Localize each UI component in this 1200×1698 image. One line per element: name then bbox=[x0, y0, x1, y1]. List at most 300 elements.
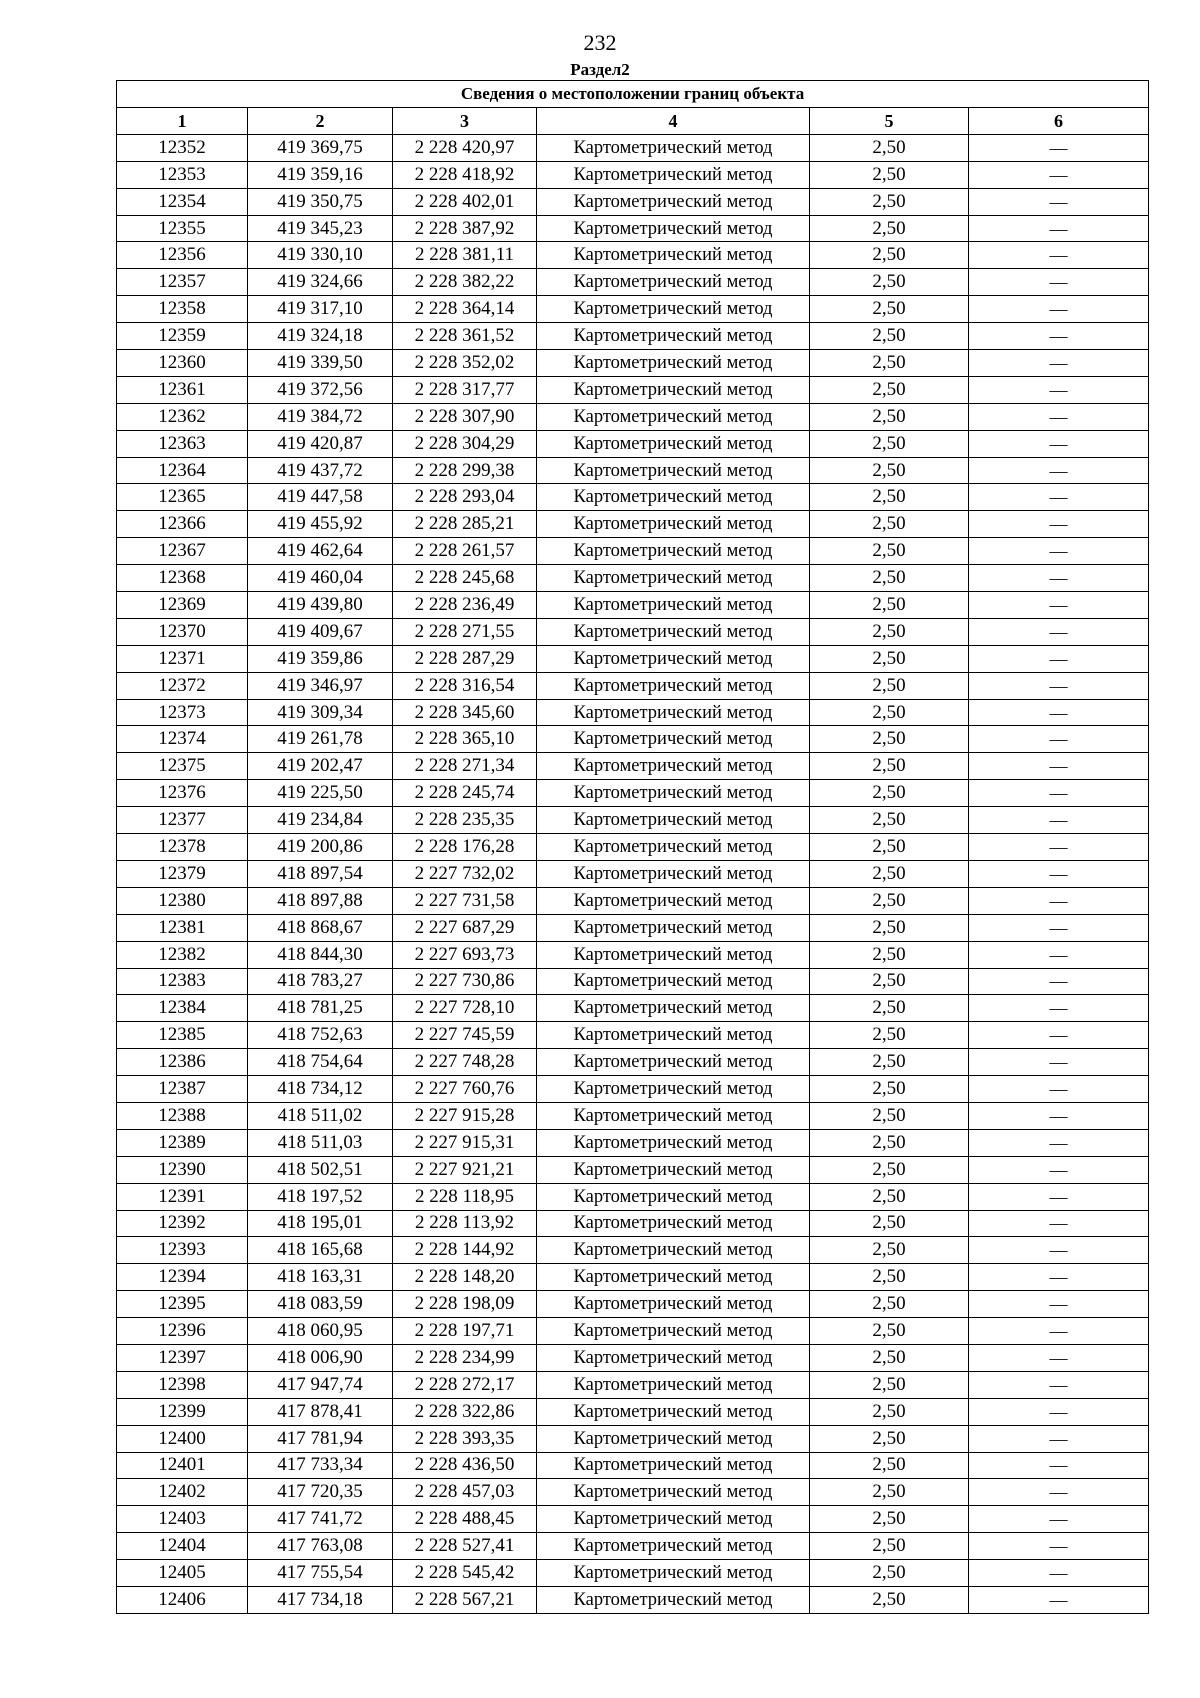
x-coordinate-cell: 418 754,64 bbox=[248, 1049, 393, 1076]
table-row bbox=[117, 995, 1149, 1022]
column-number-row bbox=[117, 108, 1149, 135]
x-coordinate-cell: 419 384,72 bbox=[248, 403, 393, 430]
x-coordinate-cell: 419 324,18 bbox=[248, 323, 393, 350]
description-cell: — bbox=[969, 1371, 1149, 1398]
point-number-cell: 12353 bbox=[117, 161, 248, 188]
y-coordinate-cell: 2 228 317,77 bbox=[393, 376, 537, 403]
x-coordinate-cell: 419 346,97 bbox=[248, 672, 393, 699]
method-cell: Картометрический метод bbox=[537, 538, 810, 565]
accuracy-cell: 2,50 bbox=[810, 1586, 969, 1613]
description-cell: — bbox=[969, 1049, 1149, 1076]
y-coordinate-cell: 2 227 915,31 bbox=[393, 1129, 537, 1156]
method-cell: Картометрический метод bbox=[537, 780, 810, 807]
y-coordinate-cell: 2 227 748,28 bbox=[393, 1049, 537, 1076]
accuracy-cell: 2,50 bbox=[810, 860, 969, 887]
description-cell: — bbox=[969, 538, 1149, 565]
x-coordinate-cell: 419 309,34 bbox=[248, 699, 393, 726]
accuracy-cell: 2,50 bbox=[810, 780, 969, 807]
accuracy-cell: 2,50 bbox=[810, 1183, 969, 1210]
table-row bbox=[117, 592, 1149, 619]
accuracy-cell: 2,50 bbox=[810, 1452, 969, 1479]
point-number-cell: 12390 bbox=[117, 1156, 248, 1183]
section-title: Раздел2 bbox=[570, 60, 630, 79]
table-row bbox=[117, 1076, 1149, 1103]
table-row bbox=[117, 941, 1149, 968]
x-coordinate-cell: 417 734,18 bbox=[248, 1586, 393, 1613]
description-cell: — bbox=[969, 1533, 1149, 1560]
method-cell: Картометрический метод bbox=[537, 645, 810, 672]
accuracy-cell: 2,50 bbox=[810, 726, 969, 753]
point-number-cell: 12375 bbox=[117, 753, 248, 780]
y-coordinate-cell: 2 228 236,49 bbox=[393, 592, 537, 619]
method-cell: Картометрический метод bbox=[537, 1102, 810, 1129]
description-cell: — bbox=[969, 995, 1149, 1022]
method-cell: Картометрический метод bbox=[537, 807, 810, 834]
y-coordinate-cell: 2 228 272,17 bbox=[393, 1371, 537, 1398]
description-cell: — bbox=[969, 1479, 1149, 1506]
y-coordinate-cell: 2 228 361,52 bbox=[393, 323, 537, 350]
column-number-5: 5 bbox=[810, 108, 969, 135]
method-cell: Картометрический метод bbox=[537, 1022, 810, 1049]
point-number-cell: 12366 bbox=[117, 511, 248, 538]
point-number-cell: 12401 bbox=[117, 1452, 248, 1479]
description-cell: — bbox=[969, 645, 1149, 672]
description-cell: — bbox=[969, 1291, 1149, 1318]
x-coordinate-cell: 419 234,84 bbox=[248, 807, 393, 834]
accuracy-cell: 2,50 bbox=[810, 538, 969, 565]
method-cell: Картометрический метод bbox=[537, 887, 810, 914]
description-cell: — bbox=[969, 592, 1149, 619]
x-coordinate-cell: 417 741,72 bbox=[248, 1506, 393, 1533]
method-cell: Картометрический метод bbox=[537, 1586, 810, 1613]
point-number-cell: 12386 bbox=[117, 1049, 248, 1076]
description-cell: — bbox=[969, 968, 1149, 995]
table-row bbox=[117, 860, 1149, 887]
point-number-cell: 12383 bbox=[117, 968, 248, 995]
accuracy-cell: 2,50 bbox=[810, 269, 969, 296]
point-number-cell: 12404 bbox=[117, 1533, 248, 1560]
description-cell: — bbox=[969, 726, 1149, 753]
y-coordinate-cell: 2 228 345,60 bbox=[393, 699, 537, 726]
point-number-cell: 12365 bbox=[117, 484, 248, 511]
x-coordinate-cell: 419 359,16 bbox=[248, 161, 393, 188]
y-coordinate-cell: 2 227 728,10 bbox=[393, 995, 537, 1022]
method-cell: Картометрический метод bbox=[537, 699, 810, 726]
table-row bbox=[117, 1183, 1149, 1210]
accuracy-cell: 2,50 bbox=[810, 592, 969, 619]
accuracy-cell: 2,50 bbox=[810, 457, 969, 484]
x-coordinate-cell: 418 006,90 bbox=[248, 1344, 393, 1371]
description-cell: — bbox=[969, 780, 1149, 807]
accuracy-cell: 2,50 bbox=[810, 1049, 969, 1076]
y-coordinate-cell: 2 228 271,55 bbox=[393, 618, 537, 645]
point-number-cell: 12352 bbox=[117, 134, 248, 161]
accuracy-cell: 2,50 bbox=[810, 1318, 969, 1345]
method-cell: Картометрический метод bbox=[537, 134, 810, 161]
point-number-cell: 12397 bbox=[117, 1344, 248, 1371]
method-cell: Картометрический метод bbox=[537, 1560, 810, 1587]
y-coordinate-cell: 2 228 402,01 bbox=[393, 188, 537, 215]
description-cell: — bbox=[969, 1560, 1149, 1587]
description-cell: — bbox=[969, 565, 1149, 592]
y-coordinate-cell: 2 228 457,03 bbox=[393, 1479, 537, 1506]
y-coordinate-cell: 2 228 418,92 bbox=[393, 161, 537, 188]
point-number-cell: 12388 bbox=[117, 1102, 248, 1129]
method-cell: Картометрический метод bbox=[537, 1210, 810, 1237]
point-number-cell: 12393 bbox=[117, 1237, 248, 1264]
point-number-cell: 12362 bbox=[117, 403, 248, 430]
point-number-cell: 12369 bbox=[117, 592, 248, 619]
table-row bbox=[117, 457, 1149, 484]
accuracy-cell: 2,50 bbox=[810, 376, 969, 403]
y-coordinate-cell: 2 228 365,10 bbox=[393, 726, 537, 753]
table-row bbox=[117, 699, 1149, 726]
point-number-cell: 12381 bbox=[117, 914, 248, 941]
table-row bbox=[117, 914, 1149, 941]
method-cell: Картометрический метод bbox=[537, 242, 810, 269]
accuracy-cell: 2,50 bbox=[810, 1479, 969, 1506]
x-coordinate-cell: 419 225,50 bbox=[248, 780, 393, 807]
x-coordinate-cell: 419 455,92 bbox=[248, 511, 393, 538]
description-cell: — bbox=[969, 1425, 1149, 1452]
point-number-cell: 12356 bbox=[117, 242, 248, 269]
y-coordinate-cell: 2 228 271,34 bbox=[393, 753, 537, 780]
column-number-4: 4 bbox=[537, 108, 810, 135]
method-cell: Картометрический метод bbox=[537, 1318, 810, 1345]
table-row bbox=[117, 1506, 1149, 1533]
table-row bbox=[117, 430, 1149, 457]
description-cell: — bbox=[969, 672, 1149, 699]
table-row bbox=[117, 1344, 1149, 1371]
accuracy-cell: 2,50 bbox=[810, 995, 969, 1022]
table-row bbox=[117, 403, 1149, 430]
point-number-cell: 12387 bbox=[117, 1076, 248, 1103]
x-coordinate-cell: 418 781,25 bbox=[248, 995, 393, 1022]
description-cell: — bbox=[969, 269, 1149, 296]
accuracy-cell: 2,50 bbox=[810, 1425, 969, 1452]
y-coordinate-cell: 2 227 745,59 bbox=[393, 1022, 537, 1049]
method-cell: Картометрический метод bbox=[537, 1344, 810, 1371]
table-row bbox=[117, 1479, 1149, 1506]
description-cell: — bbox=[969, 323, 1149, 350]
x-coordinate-cell: 419 339,50 bbox=[248, 350, 393, 377]
accuracy-cell: 2,50 bbox=[810, 1533, 969, 1560]
x-coordinate-cell: 417 733,34 bbox=[248, 1452, 393, 1479]
y-coordinate-cell: 2 228 381,11 bbox=[393, 242, 537, 269]
method-cell: Картометрический метод bbox=[537, 565, 810, 592]
description-cell: — bbox=[969, 1264, 1149, 1291]
accuracy-cell: 2,50 bbox=[810, 914, 969, 941]
description-cell: — bbox=[969, 887, 1149, 914]
column-number-2: 2 bbox=[248, 108, 393, 135]
description-cell: — bbox=[969, 1398, 1149, 1425]
method-cell: Картометрический метод bbox=[537, 323, 810, 350]
accuracy-cell: 2,50 bbox=[810, 1398, 969, 1425]
description-cell: — bbox=[969, 242, 1149, 269]
x-coordinate-cell: 417 763,08 bbox=[248, 1533, 393, 1560]
point-number-cell: 12392 bbox=[117, 1210, 248, 1237]
y-coordinate-cell: 2 227 687,29 bbox=[393, 914, 537, 941]
accuracy-cell: 2,50 bbox=[810, 134, 969, 161]
x-coordinate-cell: 417 781,94 bbox=[248, 1425, 393, 1452]
y-coordinate-cell: 2 228 285,21 bbox=[393, 511, 537, 538]
table-row bbox=[117, 269, 1149, 296]
x-coordinate-cell: 418 195,01 bbox=[248, 1210, 393, 1237]
accuracy-cell: 2,50 bbox=[810, 941, 969, 968]
table-row bbox=[117, 1291, 1149, 1318]
accuracy-cell: 2,50 bbox=[810, 1371, 969, 1398]
x-coordinate-cell: 418 868,67 bbox=[248, 914, 393, 941]
table-row bbox=[117, 1129, 1149, 1156]
x-coordinate-cell: 419 202,47 bbox=[248, 753, 393, 780]
y-coordinate-cell: 2 228 567,21 bbox=[393, 1586, 537, 1613]
method-cell: Картометрический метод bbox=[537, 1479, 810, 1506]
table-row bbox=[117, 511, 1149, 538]
x-coordinate-cell: 419 200,86 bbox=[248, 834, 393, 861]
table-row bbox=[117, 538, 1149, 565]
method-cell: Картометрический метод bbox=[537, 511, 810, 538]
point-number-cell: 12379 bbox=[117, 860, 248, 887]
y-coordinate-cell: 2 228 322,86 bbox=[393, 1398, 537, 1425]
accuracy-cell: 2,50 bbox=[810, 430, 969, 457]
x-coordinate-cell: 418 165,68 bbox=[248, 1237, 393, 1264]
x-coordinate-cell: 418 502,51 bbox=[248, 1156, 393, 1183]
y-coordinate-cell: 2 228 113,92 bbox=[393, 1210, 537, 1237]
table-row bbox=[117, 726, 1149, 753]
accuracy-cell: 2,50 bbox=[810, 1076, 969, 1103]
x-coordinate-cell: 418 734,12 bbox=[248, 1076, 393, 1103]
boundary-table bbox=[116, 80, 1149, 1614]
table-row bbox=[117, 242, 1149, 269]
y-coordinate-cell: 2 228 488,45 bbox=[393, 1506, 537, 1533]
y-coordinate-cell: 2 228 261,57 bbox=[393, 538, 537, 565]
method-cell: Картометрический метод bbox=[537, 1156, 810, 1183]
accuracy-cell: 2,50 bbox=[810, 834, 969, 861]
point-number-cell: 12354 bbox=[117, 188, 248, 215]
method-cell: Картометрический метод bbox=[537, 1425, 810, 1452]
table-caption-row bbox=[117, 81, 1149, 108]
method-cell: Картометрический метод bbox=[537, 1129, 810, 1156]
point-number-cell: 12359 bbox=[117, 323, 248, 350]
x-coordinate-cell: 417 947,74 bbox=[248, 1371, 393, 1398]
point-number-cell: 12384 bbox=[117, 995, 248, 1022]
point-number-cell: 12385 bbox=[117, 1022, 248, 1049]
table-row bbox=[117, 1398, 1149, 1425]
y-coordinate-cell: 2 228 316,54 bbox=[393, 672, 537, 699]
y-coordinate-cell: 2 228 436,50 bbox=[393, 1452, 537, 1479]
y-coordinate-cell: 2 227 760,76 bbox=[393, 1076, 537, 1103]
description-cell: — bbox=[969, 860, 1149, 887]
method-cell: Картометрический метод bbox=[537, 296, 810, 323]
table-row bbox=[117, 645, 1149, 672]
table-row bbox=[117, 1264, 1149, 1291]
method-cell: Картометрический метод bbox=[537, 672, 810, 699]
table-row bbox=[117, 215, 1149, 242]
x-coordinate-cell: 419 372,56 bbox=[248, 376, 393, 403]
description-cell: — bbox=[969, 1506, 1149, 1533]
point-number-cell: 12400 bbox=[117, 1425, 248, 1452]
table-row bbox=[117, 834, 1149, 861]
method-cell: Картометрический метод bbox=[537, 618, 810, 645]
point-number-cell: 12378 bbox=[117, 834, 248, 861]
point-number-cell: 12399 bbox=[117, 1398, 248, 1425]
table-row bbox=[117, 1425, 1149, 1452]
x-coordinate-cell: 418 083,59 bbox=[248, 1291, 393, 1318]
x-coordinate-cell: 418 844,30 bbox=[248, 941, 393, 968]
description-cell: — bbox=[969, 1156, 1149, 1183]
table-row bbox=[117, 188, 1149, 215]
y-coordinate-cell: 2 228 245,74 bbox=[393, 780, 537, 807]
accuracy-cell: 2,50 bbox=[810, 296, 969, 323]
x-coordinate-cell: 418 897,88 bbox=[248, 887, 393, 914]
table-row bbox=[117, 753, 1149, 780]
x-coordinate-cell: 418 897,54 bbox=[248, 860, 393, 887]
description-cell: — bbox=[969, 484, 1149, 511]
method-cell: Картометрический метод bbox=[537, 1452, 810, 1479]
method-cell: Картометрический метод bbox=[537, 1398, 810, 1425]
method-cell: Картометрический метод bbox=[537, 592, 810, 619]
x-coordinate-cell: 419 447,58 bbox=[248, 484, 393, 511]
point-number-cell: 12357 bbox=[117, 269, 248, 296]
point-number-cell: 12364 bbox=[117, 457, 248, 484]
description-cell: — bbox=[969, 376, 1149, 403]
accuracy-cell: 2,50 bbox=[810, 1237, 969, 1264]
accuracy-cell: 2,50 bbox=[810, 350, 969, 377]
y-coordinate-cell: 2 228 299,38 bbox=[393, 457, 537, 484]
y-coordinate-cell: 2 228 144,92 bbox=[393, 1237, 537, 1264]
description-cell: — bbox=[969, 457, 1149, 484]
point-number-cell: 12398 bbox=[117, 1371, 248, 1398]
y-coordinate-cell: 2 228 176,28 bbox=[393, 834, 537, 861]
table-row bbox=[117, 1371, 1149, 1398]
x-coordinate-cell: 418 783,27 bbox=[248, 968, 393, 995]
method-cell: Картометрический метод bbox=[537, 941, 810, 968]
x-coordinate-cell: 419 359,86 bbox=[248, 645, 393, 672]
point-number-cell: 12377 bbox=[117, 807, 248, 834]
point-number-cell: 12395 bbox=[117, 1291, 248, 1318]
method-cell: Картометрический метод bbox=[537, 484, 810, 511]
table-row bbox=[117, 1237, 1149, 1264]
method-cell: Картометрический метод bbox=[537, 1183, 810, 1210]
accuracy-cell: 2,50 bbox=[810, 565, 969, 592]
method-cell: Картометрический метод bbox=[537, 726, 810, 753]
method-cell: Картометрический метод bbox=[537, 403, 810, 430]
y-coordinate-cell: 2 228 307,90 bbox=[393, 403, 537, 430]
point-number-cell: 12374 bbox=[117, 726, 248, 753]
accuracy-cell: 2,50 bbox=[810, 403, 969, 430]
y-coordinate-cell: 2 227 732,02 bbox=[393, 860, 537, 887]
accuracy-cell: 2,50 bbox=[810, 511, 969, 538]
accuracy-cell: 2,50 bbox=[810, 1022, 969, 1049]
table-row bbox=[117, 968, 1149, 995]
method-cell: Картометрический метод bbox=[537, 1291, 810, 1318]
x-coordinate-cell: 419 330,10 bbox=[248, 242, 393, 269]
method-cell: Картометрический метод bbox=[537, 1533, 810, 1560]
method-cell: Картометрический метод bbox=[537, 914, 810, 941]
description-cell: — bbox=[969, 618, 1149, 645]
point-number-cell: 12406 bbox=[117, 1586, 248, 1613]
accuracy-cell: 2,50 bbox=[810, 618, 969, 645]
point-number-cell: 12360 bbox=[117, 350, 248, 377]
description-cell: — bbox=[969, 807, 1149, 834]
accuracy-cell: 2,50 bbox=[810, 968, 969, 995]
description-cell: — bbox=[969, 914, 1149, 941]
y-coordinate-cell: 2 228 527,41 bbox=[393, 1533, 537, 1560]
x-coordinate-cell: 419 345,23 bbox=[248, 215, 393, 242]
method-cell: Картометрический метод bbox=[537, 376, 810, 403]
y-coordinate-cell: 2 228 245,68 bbox=[393, 565, 537, 592]
description-cell: — bbox=[969, 941, 1149, 968]
y-coordinate-cell: 2 227 730,86 bbox=[393, 968, 537, 995]
accuracy-cell: 2,50 bbox=[810, 807, 969, 834]
y-coordinate-cell: 2 227 915,28 bbox=[393, 1102, 537, 1129]
point-number-cell: 12396 bbox=[117, 1318, 248, 1345]
method-cell: Картометрический метод bbox=[537, 753, 810, 780]
description-cell: — bbox=[969, 296, 1149, 323]
table-row bbox=[117, 807, 1149, 834]
point-number-cell: 12368 bbox=[117, 565, 248, 592]
accuracy-cell: 2,50 bbox=[810, 887, 969, 914]
y-coordinate-cell: 2 228 382,22 bbox=[393, 269, 537, 296]
method-cell: Картометрический метод bbox=[537, 215, 810, 242]
table-row bbox=[117, 323, 1149, 350]
accuracy-cell: 2,50 bbox=[810, 1264, 969, 1291]
x-coordinate-cell: 419 317,10 bbox=[248, 296, 393, 323]
y-coordinate-cell: 2 228 287,29 bbox=[393, 645, 537, 672]
table-row bbox=[117, 565, 1149, 592]
x-coordinate-cell: 419 437,72 bbox=[248, 457, 393, 484]
x-coordinate-cell: 418 163,31 bbox=[248, 1264, 393, 1291]
point-number-cell: 12382 bbox=[117, 941, 248, 968]
method-cell: Картометрический метод bbox=[537, 1076, 810, 1103]
accuracy-cell: 2,50 bbox=[810, 188, 969, 215]
table-row bbox=[117, 134, 1149, 161]
column-number-1: 1 bbox=[117, 108, 248, 135]
table-row bbox=[117, 350, 1149, 377]
table-row bbox=[117, 1586, 1149, 1613]
x-coordinate-cell: 417 755,54 bbox=[248, 1560, 393, 1587]
table-row bbox=[117, 484, 1149, 511]
y-coordinate-cell: 2 228 293,04 bbox=[393, 484, 537, 511]
x-coordinate-cell: 418 511,02 bbox=[248, 1102, 393, 1129]
description-cell: — bbox=[969, 1129, 1149, 1156]
x-coordinate-cell: 419 324,66 bbox=[248, 269, 393, 296]
accuracy-cell: 2,50 bbox=[810, 323, 969, 350]
y-coordinate-cell: 2 228 118,95 bbox=[393, 1183, 537, 1210]
method-cell: Картометрический метод bbox=[537, 834, 810, 861]
description-cell: — bbox=[969, 753, 1149, 780]
method-cell: Картометрический метод bbox=[537, 1264, 810, 1291]
description-cell: — bbox=[969, 1237, 1149, 1264]
x-coordinate-cell: 418 060,95 bbox=[248, 1318, 393, 1345]
accuracy-cell: 2,50 bbox=[810, 1291, 969, 1318]
accuracy-cell: 2,50 bbox=[810, 1506, 969, 1533]
point-number-cell: 12402 bbox=[117, 1479, 248, 1506]
y-coordinate-cell: 2 228 234,99 bbox=[393, 1344, 537, 1371]
accuracy-cell: 2,50 bbox=[810, 484, 969, 511]
point-number-cell: 12367 bbox=[117, 538, 248, 565]
y-coordinate-cell: 2 228 545,42 bbox=[393, 1560, 537, 1587]
table-row bbox=[117, 296, 1149, 323]
y-coordinate-cell: 2 228 420,97 bbox=[393, 134, 537, 161]
description-cell: — bbox=[969, 1586, 1149, 1613]
table-row bbox=[117, 1560, 1149, 1587]
y-coordinate-cell: 2 228 148,20 bbox=[393, 1264, 537, 1291]
point-number-cell: 12405 bbox=[117, 1560, 248, 1587]
description-cell: — bbox=[969, 1076, 1149, 1103]
accuracy-cell: 2,50 bbox=[810, 1344, 969, 1371]
description-cell: — bbox=[969, 350, 1149, 377]
